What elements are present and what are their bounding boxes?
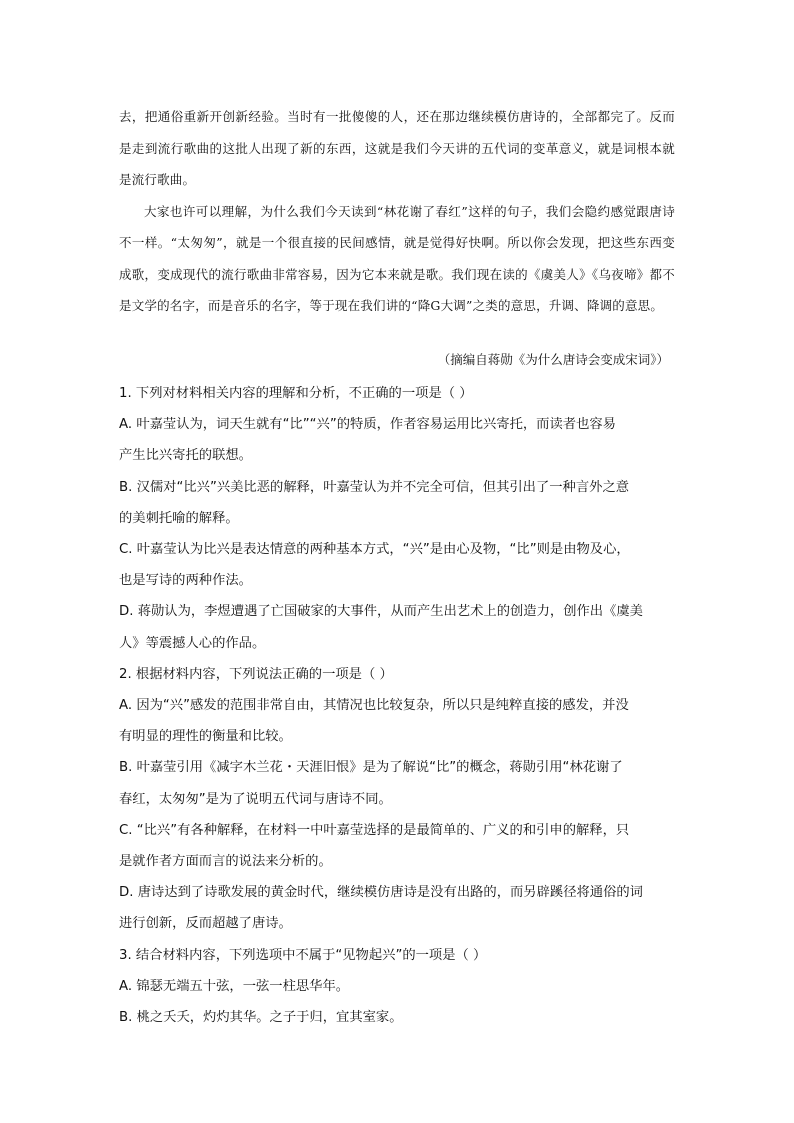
question-1-option-d-line-1: D. 蒋勋认为，李煜遭遇了亡国破家的大事件，从而产生出艺术上的创造力，创作出《虞美	[119, 604, 643, 620]
question-3-option-b: B. 桃之夭夭，灼灼其华。之子于归，宜其室家。	[119, 1010, 403, 1026]
question-2-option-d-line-1: D. 唐诗达到了诗歌发展的黄金时代，继续模仿唐诗是没有出路的，而另辟蹊径将通俗的词	[119, 885, 643, 901]
question-1-option-b-line-2: 的美刺托喻的解释。	[119, 510, 239, 526]
question-2-stem: 2. 根据材料内容，下列说法正确的一项是（ ）	[119, 666, 393, 682]
question-1-option-a-line-1: A. 叶嘉莹认为，词天生就有“比”“兴”的特质，作者容易运用比兴寄托，而读者也容易	[119, 417, 616, 433]
passage-paragraph-1: 去，把通俗重新开创新经验。当时有一批傻傻的人，还在那边继续模仿唐诗的，全部都完了。反而是走到流行歌曲的这批人出现了新的东西，这就是我们今天讲的五代词的变革意义，就是词根本就是流行歌曲。	[119, 109, 675, 187]
passage-source: （摘编自蒋勋《为什么唐诗会变成宋词》）	[437, 352, 669, 367]
question-1-option-d-line-2: 人》等震撼人心的作品。	[119, 635, 266, 651]
question-2-option-c-line-1: C. “比兴”有各种解释，在材料一中叶嘉莹选择的是最简单的、广义的和引申的解释，只	[119, 822, 630, 838]
question-1-option-c-line-1: C. 叶嘉莹认为比兴是表达情意的两种基本方式，“兴”是由心及物，“比”则是由物及心，	[119, 542, 630, 558]
question-1-option-a-line-2: 产生比兴寄托的联想。	[119, 448, 252, 464]
question-2-option-a-line-2: 有明显的理性的衡量和比较。	[119, 729, 292, 745]
question-1-option-c-line-2: 也是写诗的两种作法。	[119, 573, 252, 589]
question-3-stem: 3. 结合材料内容，下列选项中不属于“见物起兴”的一项是（ ）	[119, 947, 487, 963]
question-2-option-c-line-2: 是就作者方面而言的说法来分析的。	[119, 854, 332, 870]
question-list	[119, 378, 675, 1033]
question-3-option-a: A. 锦瑟无端五十弦，一弦一柱思华年。	[119, 978, 350, 994]
passage-paragraph-2: 大家也许可以理解，为什么我们今天读到“林花谢了春红”这样的句子，我们会隐约感觉跟唐诗不一样。“太匆匆”，就是一个很直接的民间感情，就是觉得好快啊。所以你会发现，把这些东西变成歌，变成现代的流行歌曲非常容易，因为它本来就是歌。我们现在读的《虞美人》《乌夜啼》都不是文学的名字，而是音乐的名字，等于现在我们讲的“降G大调”之类的意思，升调、降调的意思。	[119, 203, 675, 313]
reading-passage	[119, 101, 675, 322]
question-2-option-a-line-1: A. 因为“兴”感发的范围非常自由，其情况也比较复杂，所以只是纯粹直接的感发，并没	[119, 698, 629, 714]
question-2-option-b-line-2: 春红，太匆匆”是为了说明五代词与唐诗不同。	[119, 791, 392, 807]
question-1-stem: 1. 下列对材料相关内容的理解和分析，不正确的一项是（ ）	[119, 386, 473, 401]
question-2-option-d-line-2: 进行创新，反而超越了唐诗。	[119, 916, 292, 932]
question-2-option-b-line-1: B. 叶嘉莹引用《减字木兰花・天涯旧恨》是为了解说“比”的概念，蒋勋引用“林花谢了	[119, 760, 623, 776]
question-1-option-b-line-1: B. 汉儒对“比兴”兴美比恶的解释，叶嘉莹认为并不完全可信，但其引出了一种言外之意	[119, 479, 630, 495]
